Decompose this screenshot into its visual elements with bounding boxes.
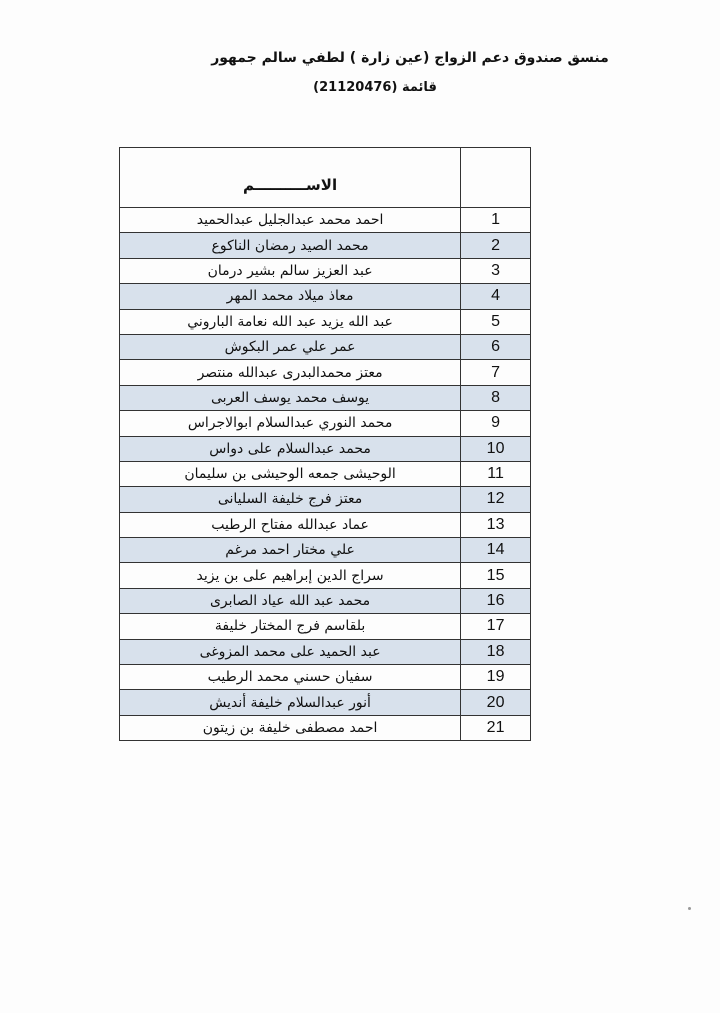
- person-name: احمد محمد عبدالجليل عبدالحميد: [120, 208, 461, 233]
- table-row: [120, 639, 531, 664]
- row-number: 4: [461, 284, 531, 309]
- table-row: [120, 614, 531, 639]
- row-number: 14: [461, 538, 531, 563]
- table-row: [120, 309, 531, 334]
- table-row: [120, 715, 531, 740]
- table-row: [120, 334, 531, 359]
- table-row: [120, 512, 531, 537]
- row-number: 15: [461, 563, 531, 588]
- person-name: احمد مصطفى خليفة بن زيتون: [120, 715, 461, 740]
- row-number: 1: [461, 208, 531, 233]
- table-row: [120, 233, 531, 258]
- person-name: معتز فرج خليفة السليانى: [120, 487, 461, 512]
- table-row: [120, 360, 531, 385]
- list-number: قائمة (21120476): [313, 80, 437, 95]
- row-number: 18: [461, 639, 531, 664]
- person-name: معاذ ميلاد محمد المهر: [120, 284, 461, 309]
- document-title: منسق صندوق دعم الزواج (عين زارة ) لطفي سالم جمهور: [211, 50, 609, 66]
- row-number: 6: [461, 334, 531, 359]
- person-name: بلقاسم فرج المختار خليفة: [120, 614, 461, 639]
- table-row: [120, 665, 531, 690]
- table-row: [120, 461, 531, 486]
- person-name: محمد النوري عبدالسلام ابوالاجراس: [120, 411, 461, 436]
- person-name: عمر علي عمر البكوش: [120, 334, 461, 359]
- names-table: [119, 147, 531, 741]
- person-name: عبد الحميد على محمد المزوغى: [120, 639, 461, 664]
- table-row: [120, 284, 531, 309]
- person-name: علي مختار احمد مرغم: [120, 538, 461, 563]
- table-row: [120, 436, 531, 461]
- table-row: [120, 385, 531, 410]
- table-row: [120, 258, 531, 283]
- row-number: 3: [461, 258, 531, 283]
- table-header-row: [120, 148, 531, 208]
- table-row: [120, 563, 531, 588]
- person-name: عماد عبدالله مفتاح الرطيب: [120, 512, 461, 537]
- table-row: [120, 411, 531, 436]
- row-number: 20: [461, 690, 531, 715]
- row-number: 12: [461, 487, 531, 512]
- person-name: محمد عبد الله عياد الصابرى: [120, 588, 461, 613]
- person-name: محمد الصيد رمضان الناكوع: [120, 233, 461, 258]
- person-name: عبد الله يزيد عبد الله نعامة الباروني: [120, 309, 461, 334]
- person-name: الوحيشى جمعه الوحيشى بن سليمان: [120, 461, 461, 486]
- row-number: 16: [461, 588, 531, 613]
- name-column-header: [120, 148, 461, 208]
- row-number: 17: [461, 614, 531, 639]
- person-name: محمد عبدالسلام على دواس: [120, 436, 461, 461]
- row-number: 13: [461, 512, 531, 537]
- row-number: 9: [461, 411, 531, 436]
- row-number: 19: [461, 665, 531, 690]
- table-row: [120, 538, 531, 563]
- row-number: 2: [461, 233, 531, 258]
- person-name: معتز محمدالبدرى عبدالله منتصر: [120, 360, 461, 385]
- name-header-label: الاســــــــــم: [243, 175, 338, 194]
- table-row: [120, 588, 531, 613]
- person-name: عبد العزيز سالم بشير درمان: [120, 258, 461, 283]
- row-number: 11: [461, 461, 531, 486]
- person-name: سراج الدين إبراهيم على بن يزيد: [120, 563, 461, 588]
- row-number: 5: [461, 309, 531, 334]
- table-row: [120, 690, 531, 715]
- row-number: 7: [461, 360, 531, 385]
- person-name: أنور عبدالسلام خليفة أنديش: [120, 690, 461, 715]
- table-row: [120, 487, 531, 512]
- number-column-header: [461, 148, 531, 208]
- row-number: 8: [461, 385, 531, 410]
- person-name: يوسف محمد يوسف العربى: [120, 385, 461, 410]
- person-name: سفيان حسني محمد الرطيب: [120, 665, 461, 690]
- scan-speck: [688, 907, 691, 910]
- row-number: 10: [461, 436, 531, 461]
- table-row: [120, 208, 531, 233]
- row-number: 21: [461, 715, 531, 740]
